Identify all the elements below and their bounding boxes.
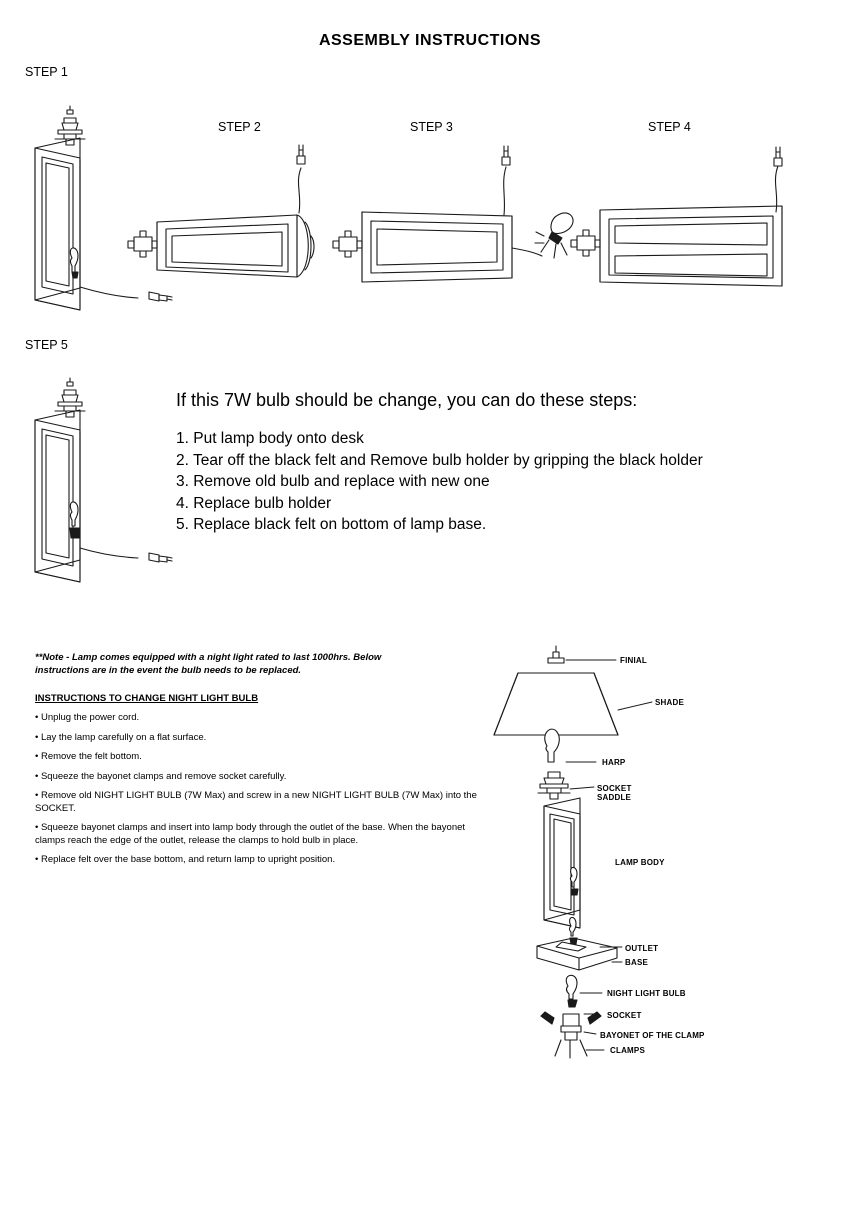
callout-lamp-body: LAMP BODY bbox=[615, 858, 665, 867]
instruction-bullet: • Replace felt over the base bottom, and return lamp to upright position. bbox=[35, 854, 336, 865]
bulb-change-step: 1. Put lamp body onto desk bbox=[176, 430, 364, 447]
instruction-bullet: • Squeeze bayonet clamps and insert into lamp body through the outlet of the base. When the bayonet clamps reach the edge of the outlet, release the clamps to hold bulb in place. bbox=[35, 822, 466, 846]
instruction-bullet: • Remove old NIGHT LIGHT BULB (7W Max) and screw in a new NIGHT LIGHT BULB (7W Max) into the SOCKET. bbox=[35, 790, 477, 814]
step-1-lamp-upright bbox=[35, 106, 172, 310]
step-4-lamp-assembled bbox=[571, 147, 782, 286]
callout-night-light-bulb: NIGHT LIGHT BULB bbox=[607, 989, 686, 998]
change-bulb-instructions-title: INSTRUCTIONS TO CHANGE NIGHT LIGHT BULB bbox=[35, 693, 259, 704]
step-2-label: STEP 2 bbox=[218, 120, 261, 134]
note-line-2: instructions are in the event the bulb needs to be replaced. bbox=[35, 665, 302, 676]
callout-bayonet-of-the-clamp: BAYONET OF THE CLAMP bbox=[600, 1031, 705, 1040]
callout-harp: HARP bbox=[602, 758, 626, 767]
callout-shade: SHADE bbox=[655, 698, 685, 707]
bulb-change-step: 5. Replace black felt on bottom of lamp base. bbox=[176, 516, 487, 533]
step-3-label: STEP 3 bbox=[410, 120, 453, 134]
bulb-change-step: 3. Remove old bulb and replace with new one bbox=[176, 473, 490, 490]
callout-clamps: CLAMPS bbox=[610, 1046, 645, 1055]
callout-finial: FINIAL bbox=[620, 656, 647, 665]
step-5-label: STEP 5 bbox=[25, 338, 68, 352]
step-3-lamp-with-bulb bbox=[333, 146, 573, 282]
page-title: ASSEMBLY INSTRUCTIONS bbox=[318, 32, 542, 49]
change-bulb-instructions-list bbox=[35, 712, 485, 874]
night-light-note bbox=[35, 651, 455, 677]
note-line-1: **Note - Lamp comes equipped with a night light rated to last 1000hrs. Below bbox=[35, 652, 382, 663]
callout-socket-bottom: SOCKET bbox=[607, 1011, 642, 1020]
bulb-change-steps bbox=[176, 428, 703, 536]
step-2-lamp-tilted bbox=[128, 145, 314, 277]
bulb-change-step: 4. Replace bulb holder bbox=[176, 494, 332, 512]
callout-socket-top: SOCKET bbox=[597, 784, 632, 793]
step-4-label: STEP 4 bbox=[648, 120, 691, 134]
callout-saddle: SADDLE bbox=[597, 793, 632, 802]
callout-base: BASE bbox=[625, 958, 649, 967]
step-5-lamp-upright bbox=[35, 378, 172, 582]
bulb-change-headline: If this 7W bulb should be change, you can do these steps: bbox=[176, 390, 638, 410]
callout-outlet: OUTLET bbox=[625, 944, 659, 953]
instruction-bullet: • Lay the lamp carefully on a flat surface. bbox=[35, 731, 207, 743]
bulb-change-step: 2. Tear off the black felt and Remove bulb holder by gripping the black holder bbox=[176, 451, 703, 469]
instruction-bullet: • Unplug the power cord. bbox=[35, 712, 140, 723]
instruction-bullet: • Remove the felt bottom. bbox=[35, 751, 142, 762]
step-1-label: STEP 1 bbox=[25, 65, 68, 79]
instruction-bullet: • Squeeze the bayonet clamps and remove socket carefully. bbox=[35, 770, 287, 782]
